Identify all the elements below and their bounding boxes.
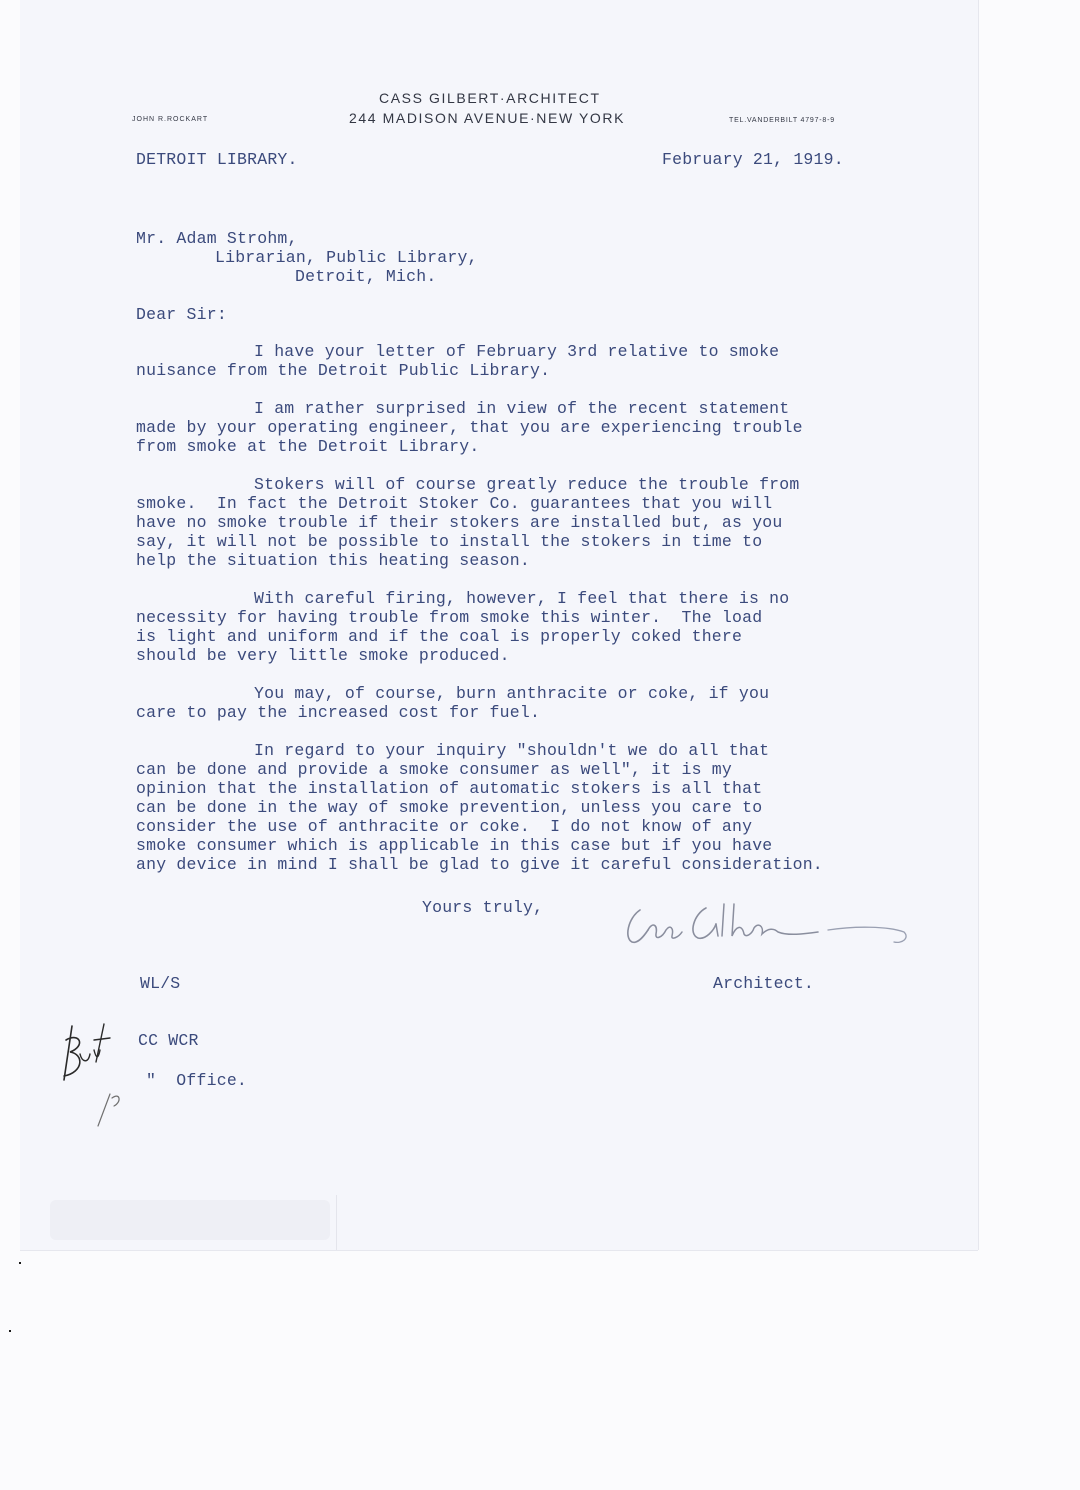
paragraph-4-line-4: should be very little smoke produced. <box>136 646 510 665</box>
paragraph-4-line-3: is light and uniform and if the coal is properly coked there <box>136 627 743 646</box>
paragraph-3-line-4: say, it will not be possible to install the stokers in time to <box>136 532 763 551</box>
recipient-city: Detroit, Mich. <box>295 267 437 286</box>
handwritten-margin-note <box>50 1010 130 1130</box>
cc-line-2: " Office. <box>146 1071 248 1090</box>
handwritten-signature <box>618 900 918 960</box>
paragraph-4-line-1: With careful firing, however, I feel that there is no <box>254 589 790 608</box>
letterhead-address: 244 MADISON AVENUE·NEW YORK <box>349 110 626 126</box>
scan-speck <box>9 1330 11 1332</box>
letterhead-name: CASS GILBERT·ARCHITECT <box>379 90 601 106</box>
paragraph-3-line-1: Stokers will of course greatly reduce the trouble from <box>254 475 800 494</box>
recipient-title: Librarian, Public Library, <box>215 248 478 267</box>
scan-speck <box>19 1262 21 1264</box>
paragraph-6-line-5: consider the use of anthracite or coke. I do not know of any <box>136 817 753 836</box>
letter-date: February 21, 1919. <box>662 150 844 169</box>
paragraph-6-line-2: can be done and provide a smoke consumer as well", it is my <box>136 760 732 779</box>
salutation: Dear Sir: <box>136 305 227 324</box>
paragraph-6-line-6: smoke consumer which is applicable in this case but if you have <box>136 836 773 855</box>
paragraph-6-line-7: any device in mind I shall be glad to give it careful consideration. <box>136 855 823 874</box>
cc-line-1: CC WCR <box>138 1031 199 1050</box>
letter-subject: DETROIT LIBRARY. <box>136 150 298 169</box>
letterhead-left-name: JOHN R.ROCKART <box>132 116 209 123</box>
paragraph-2-line-1: I am rather surprised in view of the recent statement <box>254 399 790 418</box>
paragraph-6-line-1: In regard to your inquiry "shouldn't we do all that <box>254 741 770 760</box>
paper-fold-line <box>336 1195 337 1250</box>
letterhead-telephone: TEL.VANDERBILT 4797-8-9 <box>729 117 835 124</box>
paragraph-1-line-1: I have your letter of February 3rd relative to smoke <box>254 342 780 361</box>
closing: Yours truly, <box>422 898 544 917</box>
paragraph-3-line-5: help the situation this heating season. <box>136 551 530 570</box>
scan-smudge <box>50 1200 330 1240</box>
signer-title: Architect. <box>713 974 815 993</box>
paragraph-5-line-1: You may, of course, burn anthracite or coke, if you <box>254 684 770 703</box>
paragraph-2-line-2: made by your operating engineer, that you are experiencing trouble <box>136 418 803 437</box>
recipient-name: Mr. Adam Strohm, <box>136 229 298 248</box>
paragraph-1-line-2: nuisance from the Detroit Public Library. <box>136 361 551 380</box>
paragraph-6-line-3: opinion that the installation of automatic stokers is all that <box>136 779 763 798</box>
paragraph-2-line-3: from smoke at the Detroit Library. <box>136 437 480 456</box>
paragraph-4-line-2: necessity for having trouble from smoke this winter. The load <box>136 608 763 627</box>
typist-initials: WL/S <box>140 974 181 993</box>
paragraph-3-line-2: smoke. In fact the Detroit Stoker Co. guarantees that you will <box>136 494 773 513</box>
paragraph-5-line-2: care to pay the increased cost for fuel. <box>136 703 541 722</box>
paragraph-3-line-3: have no smoke trouble if their stokers are installed but, as you <box>136 513 783 532</box>
paragraph-6-line-4: can be done in the way of smoke prevention, unless you care to <box>136 798 763 817</box>
